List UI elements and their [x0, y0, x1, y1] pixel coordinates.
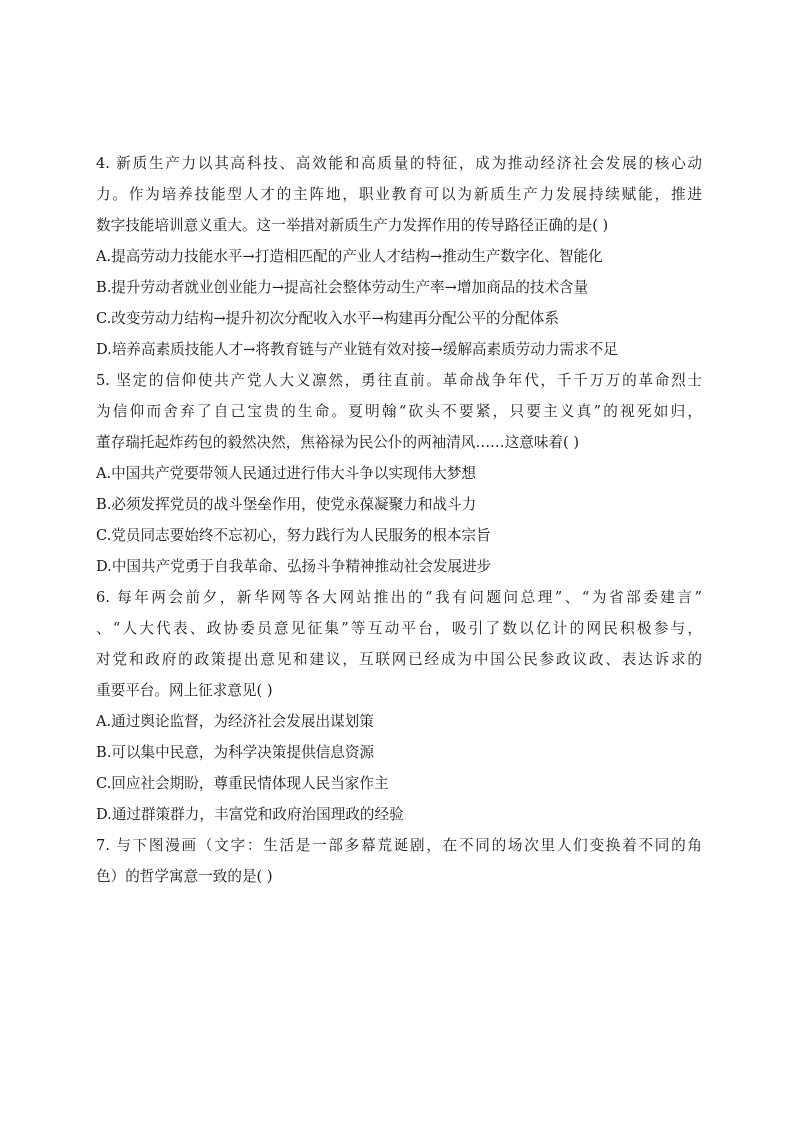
question-7	[96, 830, 702, 892]
question-6-stem-line-1: 6. 每年两会前夕，新华网等各大网站推出的“我有问题问总理”、“为省部委建言”	[96, 589, 702, 606]
question-4-option-a: A.提高劳动力技能水平→打造相匹配的产业人才结构→推动生产数字化、智能化	[96, 248, 603, 265]
question-4-stem-line-1: 4. 新质生产力以其高科技、高效能和高质量的特征，成为推动经济社会发展的核心动	[96, 155, 702, 172]
question-6-stem-line-3: 对党和政府的政策提出意见和建议，互联网已经成为中国公民参政议政、表达诉求的	[96, 651, 702, 668]
question-6-stem-line-2: 、“人大代表、政协委员意见征集”等互动平台，吸引了数以亿计的网民积极参与，	[96, 620, 702, 637]
question-4	[96, 148, 702, 365]
question-5-option-a: A.中国共产党要带领人民通过进行伟大斗争以实现伟大梦想	[96, 465, 477, 482]
question-6-option-d: D.通过群策群力，丰富党和政府治国理政的经验	[96, 806, 404, 823]
question-5	[96, 365, 702, 582]
question-6-option-a: A.通过舆论监督，为经济社会发展出谋划策	[96, 713, 374, 730]
document-page	[96, 148, 702, 892]
question-5-stem-line-2: 为信仰而舍弃了自己宝贵的生命。夏明翰“砍头不要紧，只要主义真”的视死如归，	[96, 403, 702, 420]
question-4-stem-line-3: 数字技能培训意义重大。这一举措对新质生产力发挥作用的传导路径正确的是( )	[96, 217, 609, 234]
question-5-option-d: D.中国共产党勇于自我革命、弘扬斗争精神推动社会发展进步	[96, 558, 492, 575]
question-7-stem-line-2: 色）的哲学寓意一致的是( )	[96, 868, 273, 885]
question-6-stem-line-4: 重要平台。网上征求意见( )	[96, 682, 273, 699]
question-6-option-b: B.可以集中民意，为科学决策提供信息资源	[96, 744, 375, 761]
question-5-option-b: B.必须发挥党员的战斗堡垒作用，使党永葆凝聚力和战斗力	[96, 496, 477, 513]
question-6	[96, 582, 702, 830]
question-6-option-c: C.回应社会期盼，尊重民情体现人民当家作主	[96, 775, 389, 792]
question-5-stem-line-1: 5. 坚定的信仰使共产党人大义凛然，勇往直前。革命战争年代，千千万万的革命烈士	[96, 372, 702, 389]
question-4-stem-line-2: 力。作为培养技能型人才的主阵地，职业教育可以为新质生产力发展持续赋能，推进	[96, 186, 702, 203]
question-7-stem-line-1: 7. 与下图漫画（文字：生活是一部多幕荒诞剧，在不同的场次里人们变换着不同的角	[96, 837, 702, 854]
question-4-option-b: B.提升劳动者就业创业能力→提高社会整体劳动生产率→增加商品的技术含量	[96, 279, 589, 296]
question-5-stem-line-3: 董存瑞托起炸药包的毅然决然，焦裕禄为民公仆的两袖清风……这意味着( )	[96, 434, 580, 451]
question-4-option-c: C.改变劳动力结构→提升初次分配收入水平→构建再分配公平的分配体系	[96, 310, 559, 327]
question-5-option-c: C.党员同志要始终不忘初心，努力践行为人民服务的根本宗旨	[96, 527, 491, 544]
question-4-option-d: D.培养高素质技能人才→将教育链与产业链有效对接→缓解高素质劳动力需求不足	[96, 341, 618, 358]
